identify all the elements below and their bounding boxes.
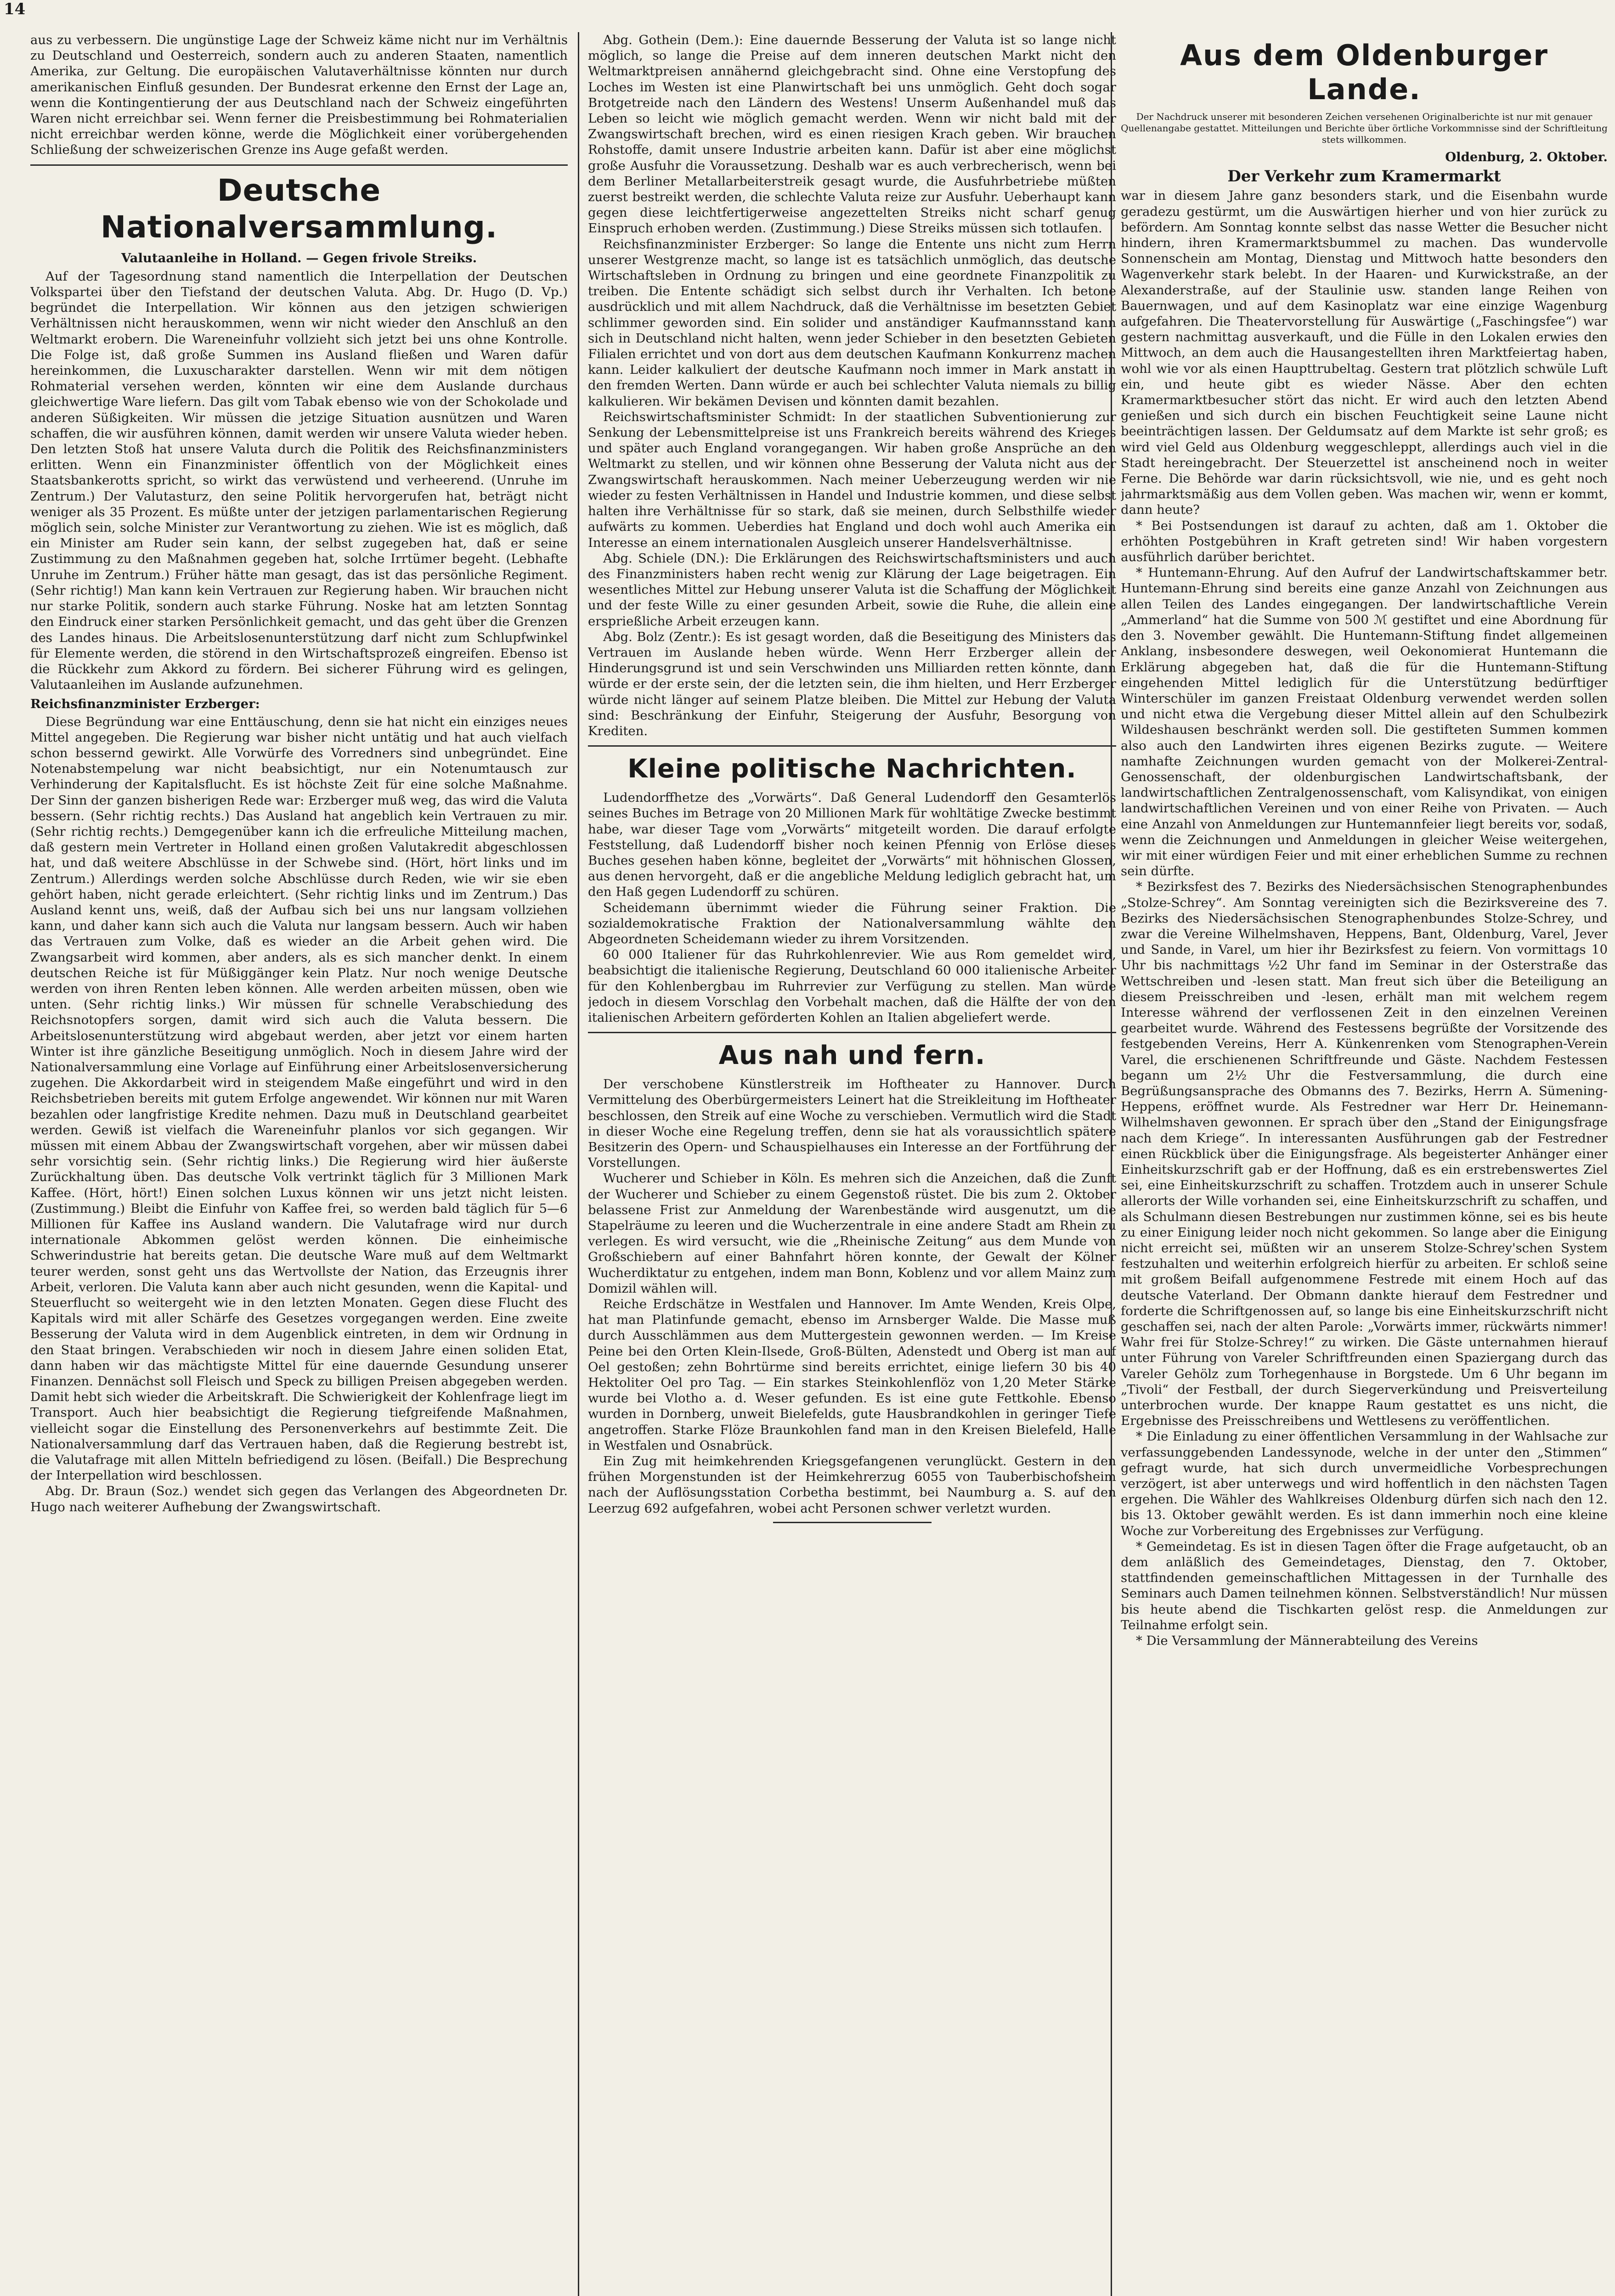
column-3	[1121, 32, 1608, 2296]
col3-paragraph: * Die Einladung zu einer öffentlichen Versammlung in der Wahlsache zur verfassunggebenden Landessynode, welche in der unter den „Stimmen“ gefragt wurde, hat sich durch unvermeidliche Vorbesprechungen verzögert, ist aber unterwegs und wird hoffentlich in den nächsten Tagen ergehen. Die Wähler des Wahlkreises Oldenburg dürfen sich nach den 12. bis 13. Oktober gewählt werden. Es ist dann immerhin noch eine kleine Woche zur Vorbereitung des Ergebnisses zur Verfügung.	[1121, 1429, 1608, 1538]
section-heading-nationalversammlung: Deutsche Nationalversammlung.	[100, 172, 498, 245]
col2-paragraph: Abg. Bolz (Zentr.): Es ist gesagt worden, daß die Beseitigung des Ministers das Vertrauen im Auslande heben würde. Wenn Herr Erzberger allein der Hinderungsgrund ist und sein Verschwinden uns Milliarden retten könnte, dann würde er der erste sein, der die letzten sein, die ihm hielten, und Herr Erzberger würde nicht länger auf seinem Platze bleiben. Die Mittel zur Hebung der Valuta sind: Beschränkung der Einfuhr, Steigerung der Ausfuhr, Besorgung von Krediten.	[588, 629, 1116, 738]
speaker-heading-erzberger: Reichsfinanzminister Erzberger:	[30, 697, 260, 712]
col3-paragraph: * Huntemann-Ehrung. Auf den Aufruf der Landwirtschaftskammer betr. Huntemann-Ehrung sind bereits eine ganze Anzahl von Zeichnungen aus allen Teilen des Landes eingegangen. Der landwirtschaftliche Verein „Ammerland“ hat die Summe von 500 ℳ gestiftet und eine Abordnung für den 3. November gewählt. Die Huntemann-Stiftung findet allgemeinen Anklang, insbesondere deswegen, weil Oekonomierat Huntemann die Erklärung abgegeben hat, daß die für die Huntemann-Stiftung eingehenden Mittel lediglich für die Unterstützung bedürftiger Winterschüler im ganzen Freistaat Oldenburg verwendet werden sollen und nicht etwa die Vergebung dieser Mittel allein auf den Schulbezirk Wildeshausen beschränkt werden soll. Die gestifteten Summen kommen also auch den Landwirten ihres eigenen Bezirks zugute. — Weitere namhafte Zeichnungen wurden gemacht von der Molkerei-Zentral-Genossenschaft, der oldenburgischen Landwirtschaftsbank, der landwirtschaftlichen Zentralgenossenschaft, vom Kalisyndikat, von einigen landwirtschaftlichen Vereinen und von einer Reihe von Privaten. — Auch eine Anzahl von Anmeldungen zur Huntemannfeier liegt bereits vor, sodaß, wenn die Zeichnungen und Anmeldungen in gleicher Weise weitergehen, wir mit einer würdigen Feier und mit einer erheblichen Summe zu rechnen sein dürfte.	[1121, 565, 1608, 879]
col2-paragraph: Abg. Schiele (DN.): Die Erklärungen des Reichswirtschaftsministers und auch des Finanzministers haben recht wenig zur Klärung der Lage beigetragen. Ein wesentliches Mittel zur Hebung unserer Valuta ist die Schaffung der Möglichkeit und der feste Wille zu einer gesunden Arbeit, sowie die Ruhe, die allein eine ersprießliche Arbeit erzeugen kann.	[588, 551, 1116, 629]
col2-news-item: Wucherer und Schieber in Köln. Es mehren sich die Anzeichen, daß die Zunft der Wucherer und Schieber zu einem Gegenstoß rüstet. Die bis zum 2. Oktober belassene Frist zur Anmeldung der Warenbestände wird ausgenutzt, um die Stapelräume zu leeren und die Wucherzentrale in eine andere Stadt am Rhein zu verlegen. Es wird versucht, wie die „Rheinische Zeitung“ aus dem Munde von Großschiebern auf einer Bahnfahrt hören konnte, der Gewalt der Kölner Wucherdiktatur zu entgehen, indem man Bonn, Koblenz und vor allem Mainz zum Domizil wählen will.	[588, 1171, 1116, 1296]
column-2	[588, 32, 1116, 2296]
section-heading-aus-nah-und-fern: Aus nah und fern.	[718, 1041, 986, 1071]
section-subheading: Valutaanleihe in Holland. — Gegen frivole Streiks.	[121, 250, 477, 265]
divider	[588, 1032, 1116, 1033]
col1-paragraph: Abg. Dr. Braun (Soz.) wendet sich gegen das Verlangen des Abgeordneten Dr. Hugo nach weiterer Aufhebung der Zwangswirtschaft.	[30, 1484, 568, 1514]
reprint-note: Der Nachdruck unserer mit besonderen Zeichen versehenen Originalberichte ist nur mit genauer Quellenangabe gestattet. Mitteilungen und Berichte über örtliche Vorkommnisse sind der Schriftleitung stets willkommen.	[1121, 111, 1608, 145]
col2-paragraph: Reichswirtschaftsminister Schmidt: In der staatlichen Subventionierung zur Senkung der Lebensmittelpreise ist uns Frankreich bereits während des Krieges und später auch England vorangegangen. Wir haben große Ansprüche an den Weltmarkt zu stellen, und wir können ohne Besserung der Valuta nicht aus der Zwangswirtschaft herauskommen. Nach meiner Ueberzeugung werden wir nie wieder zu festen Verhältnissen in Handel und Industrie kommen, und diese selbst halten ihre Verhältnisse für so stark, daß sie meinen, durch Selbsthilfe wieder aufwärts zu kommen. Ueberdies hat England und doch wohl auch Amerika ein Interesse an einem internationalen Ausgleich unserer Handelsverhältnisse.	[588, 409, 1116, 550]
col2-news-item: Reiche Erdschätze in Westfalen und Hannover. Im Amte Wenden, Kreis Olpe, hat man Platinfunde gemacht, ebenso im Arnsberger Walde. Die Masse muß durch Ausschlämmen aus dem Muttergestein gewonnen werden. — Im Kreise Peine bei den Orten Klein-Ilsede, Groß-Bülten, Adenstedt und Oberg ist man auf Oel gestoßen; zehn Bohrtürme sind bereits errichtet, einige liefern 30 bis 40 Hektoliter Oel pro Tag. — Ein starkes Steinkohlenflöz von 1,20 Meter Stärke wurde bei Vlotho a. d. Weser gefunden. Es ist eine gute Fettkohle. Ebenso wurden in Dornberg, unweit Bielefelds, gute Hausbrandkohlen in geringer Tiefe angetroffen. Starke Flöze Braunkohlen fand man in den Kreisen Bielefeld, Halle in Westfalen und Osnabrück.	[588, 1297, 1116, 1453]
article-title-kramermarkt: Der Verkehr zum Kramermarkt	[1227, 167, 1501, 186]
col3-paragraph: * Bei Postsendungen ist darauf zu achten, daß am 1. Oktober die erhöhten Postgebühren in Kraft getreten sind! Wir haben vorgestern ausführlich darüber berichtet.	[1121, 518, 1608, 565]
col2-news-item: Ludendorffhetze des „Vorwärts“. Daß General Ludendorff den Gesamterlös seines Buches im Betrage von 20 Millionen Mark für wohltätige Zwecke bestimmt habe, war dieser Tage vom „Vorwärts“ mitgeteilt worden. Die darauf erfolgte Feststellung, daß Ludendorff bisher noch keinen Pfennig von Erlöse dieses Buches gesehen haben könne, begleitet der „Vorwärts“ mit höhnischen Glossen, aus denen hervorgeht, daß er die angebliche Meldung lediglich gebracht hat, um den Haß gegen Ludendorff zu schüren.	[588, 790, 1116, 900]
column-1	[30, 32, 568, 2296]
col2-news-item: 60 000 Italiener für das Ruhrkohlenrevier. Wie aus Rom gemeldet wird, beabsichtigt die italienische Regierung, Deutschland 60 000 italienische Arbeiter für den Kohlenbergbau im Ruhrrevier zur Verfügung zu stellen. Man würde jedoch in diesem Vorschlag den Vorbehalt machen, daß die Hälfte der von den italienischen Arbeitern geförderten Kohlen an Italien abgeliefert werde.	[588, 947, 1116, 1025]
section-heading-oldenburger-lande: Aus dem Oldenburger Lande.	[1180, 39, 1548, 106]
col2-news-item: Scheidemann übernimmt wieder die Führung seiner Fraktion. Die sozialdemokratische Fraktion der Nationalversammlung wählte den Abgeordneten Scheidemann wieder zu ihrem Vorsitzenden.	[588, 900, 1116, 946]
col2-paragraph: Abg. Gothein (Dem.): Eine dauernde Besserung der Valuta ist so lange nicht möglich, so lange die Preise auf dem inneren deutschen Markt nicht den Weltmarktpreisen annähernd gleichgebracht sind. Ohne eine Verstopfung des Loches im Westen ist eine Planwirtschaft bei uns unmöglich. Geht doch sogar Brotgetreide nach den Ländern des Westens! Unserm Außenhandel muß das Leben so leicht wie möglich gemacht werden. Wenn wir nicht bald mit der Zwangswirtschaft brechen, wird es einen riesigen Krach geben. Wir brauchen Rohstoffe, damit unsere Industrie arbeiten kann. Dafür ist aber eine möglichst große Ausfuhr die Voraussetzung. Deshalb war es auch verbrecherisch, wenn bei dem Berliner Metallarbeiterstreik gesagt wurde, die Ausfuhrbetriebe müßten zuerst bestreikt werden, die schlechte Valuta reize zur Ausfuhr. Ueberhaupt kann gegen diese leichtfertigerweise angezettelten Streiks nicht scharf genug Einspruch erhoben werden. (Zustimmung.) Diese Streiks müssen sich totlaufen.	[588, 33, 1116, 236]
col1-paragraph: Auf der Tagesordnung stand namentlich die Interpellation der Deutschen Volkspartei über den Tiefstand der deutschen Valuta. Abg. Dr. Hugo (D. Vp.) begründet die Interpellation. Wir können aus den jetzigen schwierigen Verhältnissen nicht herauskommen, wenn wir nicht wieder den Anschluß an den Weltmarkt erobern. Die Wareneinfuhr vollzieht sich jetzt bei uns ohne Kontrolle. Die Folge ist, daß große Summen ins Ausland fließen und Waren dafür hereinkommen, die Luxuscharakter darstellen. Wenn wir mit dem nötigen Rohmaterial versehen werden, könnten wir eine dem Auslande durchaus gleichwertige Ware liefern. Das gilt vom Tabak ebenso wie von der Schokolade und anderen Süßigkeiten. Wir müssen die jetzige Situation ausnützen und Waren schaffen, die wir ausführen können, damit werden wir unsere Valuta wieder heben. Den letzten Stoß hat unsere Valuta durch die Politik des Reichsfinanzministers erlitten. Wenn ein Finanzminister öffentlich von der Möglichkeit eines Staatsbankerotts spricht, so wirkt das verwüstend und verheerend. (Unruhe im Zentrum.) Der Valutasturz, den seine Politik hervorgerufen hat, beträgt nicht weniger als 35 Prozent. Es müßte unter der jetzigen parlamentarischen Regierung möglich sein, solche Minister zur Verantwortung zu ziehen. Wie ist es möglich, daß ein Minister am Ruder sein kann, der selbst zugegeben hat, daß er seine Zustimmung zu den Maßnahmen gegeben hat, solche Irrtümer begeht. (Lebhafte Unruhe im Zentrum.) Früher hätte man gesagt, das ist das persönliche Regiment. (Sehr richtig!) Man kann kein Vertrauen zur Regierung haben. Wir brauchen nicht nur starke Politik, sondern auch starke Führung. Noske hat am letzten Sonntag den Eindruck einer starken Persönlichkeit gemacht, und das geht über die Grenzen des Landes hinaus. Die Arbeitslosenunterstützung darf nicht zum Schlupfwinkel für Elemente werden, die störend in den Wirtschaftsprozeß eingreifen. Ebenso ist die Rückkehr zum Akkord zu fördern. Bei sicherer Führung wird es gelingen, Valutaanleihen im Auslande aufzunehmen.	[30, 269, 568, 692]
divider	[588, 745, 1116, 747]
page-number: 14	[4, 0, 26, 18]
divider	[30, 164, 568, 166]
col3-paragraph: * Die Versammlung der Männerabteilung des Vereins	[1136, 1633, 1478, 1649]
col3-paragraph: * Gemeindetag. Es ist in diesen Tagen öfter die Frage aufgetaucht, ob an dem anläßlich des Gemeindetages, Dienstag, den 7. Oktober, stattfindenden gemeinschaftlichen Mittagessen in der Turnhalle des Seminars auch Damen teilnehmen können. Selbstverständlich! Nur müssen bis heute abend die Tischkarten gelöst resp. die Anmeldungen zur Teilnahme erfolgt sein.	[1121, 1539, 1608, 1632]
dateline: Oldenburg, 2. Oktober.	[1445, 150, 1608, 164]
col1-top-paragraph: aus zu verbessern. Die ungünstige Lage der Schweiz käme nicht nur im Verhältnis zu Deutschland und Oesterreich, sondern auch zu anderen Staaten, namentlich Amerika, zur Geltung. Die europäischen Valutaverhältnisse könnten nur durch amerikanischen Einfluß gesunden. Der Bundesrat erkenne den Ernst der Lage an, wenn die Kontingentierung der aus Deutschland nach der Schweiz eingeführten Waren nicht erreichbar sei. Wenn ferner die Preisbestimmung bei Rohmaterialien nicht erreichbar werden könne, werde die Möglichkeit einer vorübergehenden Schließung der schweizerischen Grenze ins Auge gefaßt werden.	[30, 33, 568, 158]
column-rule-1	[578, 32, 579, 2296]
col3-paragraph: war in diesem Jahre ganz besonders stark, und die Eisenbahn wurde geradezu gestürmt, um die Auswärtigen hierher und von hier zurück zu befördern. Am Sonntag konnte selbst das nasse Wetter die Besucher nicht hindern, ihren Kramermarktsbummel zu machen. Das wundervolle Sonnenschein am Montag, Dienstag und Mittwoch hatte besonders den Wagenverkehr stark belebt. In der Haaren- und Kurwickstraße, an der Alexanderstraße, auf der Staulinie usw. standen lange Reihen von Bauernwagen, und auf dem Kasinoplatz war eine einzige Wagenburg aufgefahren. Die Theatervorstellung für Auswärtige („Faschingsfee“) war gestern nachmittag ausverkauft, und die Fülle in den Lokalen erwies den Mittwoch, an dem auch die Hausangestellten ihren Marktfeiertag haben, wohl wie vor als einen Haupttrubeltag. Gestern trat plötzlich schwüle Luft ein, und heute gibt es wieder Nässe. Aber den echten Kramermarktbesucher stört das nicht. Er wird auch den letzten Abend genießen und sich durch ein bischen Feuchtigkeit seine Laune nicht beeinträchtigen lassen. Der Geldumsatz auf dem Markte ist sehr groß; es wird viel Geld aus Oldenburg weggeschleppt, allerdings auch viel in die Stadt hereingebracht. Der Steuerzettel ist anscheinend noch in weiter Ferne. Die Behörde war darin rücksichtsvoll, wie nie, und es geht noch jahrmarktsmäßig aus dem Vollen geben. Was machen wir, wenn er kommt, dann heute?	[1121, 188, 1608, 518]
col2-paragraph: Reichsfinanzminister Erzberger: So lange die Entente uns nicht zum Herrn unserer Westgrenze macht, so lange ist es tatsächlich unmöglich, das deutsche Wirtschaftsleben in Ordnung zu bringen und eine geordnete Finanzpolitik zu treiben. Die Entente schädigt sich selbst durch ihr Verhalten. Ich betone ausdrücklich und mit allem Nachdruck, daß die Verhältnisse im besetzten Gebiet schlimmer geworden sind. Ein solider und anständiger Kaufmannsstand kann sich in Deutschland nicht halten, wenn jeder Schieber in den besetzten Gebieten Filialen errichtet und von dort aus dem deutschen Kaufmann Konkurrenz machen kann. Leider kalkuliert der deutsche Kaufmann noch immer in Mark anstatt in den fremden Werten. Dann würde er auch bei schlechter Valuta niemals zu billig kalkulieren. Wir bekämen Devisen und könnten damit bezahlen.	[588, 236, 1116, 409]
section-heading-kleine-nachrichten: Kleine politische Nachrichten.	[627, 754, 1077, 784]
col1-paragraph: Diese Begründung war eine Enttäuschung, denn sie hat nicht ein einziges neues Mittel angegeben. Die Regierung war bisher nicht untätig und hat auch vielfach schon bessernd gewirkt. Alle Vorwürfe des Vorredners sind unbegründet. Eine Notenabstempelung war nicht beabsichtigt, nur ein Notenumtausch zur Verhinderung der Kapitalsflucht. Es ist höchste Zeit für eine solche Maßnahme. Der Sinn der ganzen bisherigen Rede war: Erzberger muß weg, das wird die Valuta bessern. (Sehr richtig rechts.) Das Ausland hat angeblich kein Vertrauen zu mir. (Sehr richtig rechts.) Demgegenüber kann ich die erfreuliche Mitteilung machen, daß gestern mein Vertreter in Holland einen großen Valutakredit abgeschlossen hat, und daß weitere Abschlüsse in der Schwebe sind. (Hört, hört links und im Zentrum.) Allerdings werden solche Abschlüsse durch Reden, wie wir sie eben gehört haben, nicht gerade erleichtert. (Sehr richtig links und im Zentrum.) Das Ausland kennt uns, weiß, daß der Aufbau sich bei uns nur langsam vollziehen kann, und daher kann sich auch die Valuta nur langsam bessern. Auch wir haben das Vertrauen zum Volke, daß es wieder an die Arbeit gehen wird. Die Zwangsarbeit wird kommen, aber anders, als es sich mancher denkt. In einem deutschen Reiche ist für Müßiggänger kein Platz. Nur noch wenige Deutsche werden von ihren Renten leben können. Alle werden arbeiten müssen, oben wie unten. (Sehr richtig links.) Wir müssen für schnelle Verabschiedung des Reichsnotopfers sorgen, damit wird sich auch die Valuta bessern. Die Arbeitslosenunterstützung wird abgebaut werden, aber jetzt vor einem harten Winter ist ihre gänzliche Beseitigung unmöglich. Noch in diesem Jahre wird der Nationalversammlung eine Vorlage auf Einführung einer Arbeitslosenversicherung zugehen. Die Akkordarbeit wird in steigendem Maße eingeführt und wird in den Reichsbetrieben bereits mit gutem Erfolge angewendet. Wir können nur mit Waren bezahlen oder langfristige Kredite nehmen. Dazu muß in Deutschland gearbeitet werden. Gewiß ist vielfach die Wareneinfuhr planlos vor sich gegangen. Wir müssen mit einem Abbau der Zwangswirtschaft vorgehen, aber wir müssen dabei sehr vorsichtig sein. (Sehr richtig links.) Die Regierung wird hier äußerste Zurückhaltung üben. Das deutsche Volk vertrinkt täglich für 3 Millionen Mark Kaffee. (Hört, hört!) Einen solchen Luxus können wir uns jetzt nicht leisten. (Zustimmung.) Bleibt die Einfuhr von Kaffee frei, so werden bald täglich für 5—6 Millionen für Kaffee ins Ausland wandern. Die Valutafrage wird nur durch internationale Abkommen gelöst werden können. Die einheimische Schwerindustrie hat bereits getan. Die deutsche Ware muß auf dem Weltmarkt teurer werden, sonst geht uns das Wertvollste der Nation, das Erzeugnis ihrer Arbeit, verloren. Die Valuta kann aber auch nicht gesunden, wenn die Kapital- und Steuerflucht so weitergeht wie in den letzten Monaten. Gegen diese Flucht des Kapitals wird mit aller Schärfe des Gesetzes vorgegangen werden. Eine zweite Besserung der Valuta wird in dem Augenblick eintreten, in dem wir Ordnung in den Staat bringen. Verabschieden wir noch in diesem Jahre einen soliden Etat, dann haben wir das mächtigste Mittel für eine dauernde Gesundung unserer Finanzen. Dennächst soll Fleisch und Speck zu billigen Preisen abgegeben werden. Damit hebt sich wieder die Arbeitskraft. Die Schwierigkeit der Kohlenfrage liegt im Transport. Auch hier beabsichtigt die Regierung tiefgreifende Maßnahmen, vielleicht sogar die Einstellung des Personenverkehrs auf bestimmte Zeit. Die Nationalversammlung darf das Vertrauen haben, daß die Regierung bestrebt ist, die Valutafrage mit allen Mitteln befriedigend zu lösen. (Beifall.) Die Besprechung der Interpellation wird beschlossen.	[30, 714, 568, 1483]
col3-paragraph: * Bezirksfest des 7. Bezirks des Niedersächsischen Stenographenbundes „Stolze-Schrey“. Am Sonntag vereinigten sich die Bezirksvereine des 7. Bezirks des Niedersächsischen Stenographenbundes Stolze-Schrey, und zwar die Vereine Wilhelmshaven, Heppens, Bant, Oldenburg, Varel, Jever und Sande, in Varel, um hier ihr Bezirksfest zu feiern. Von vormittags 10 Uhr bis nachmittags ½2 Uhr fand im Seminar in der Osterstraße das Wettschreiben und -lesen statt. Man freut sich über die Beteiligung an diesem Preisschreiben und -lesen, erhält man mit welchem regem Interesse während der verflossenen Zeit in den einzelnen Vereinen gearbeitet wurde. Während des Festessens begrüßte der Vorsitzende des festgebenden Vereins, Herr A. Künkenrenken vom Stenographen-Verein Varel, die erschienenen Schriftfreunde und Gäste. Nachdem Festessen begann um 2½ Uhr die Festversammlung, die durch eine Begrüßungsansprache des Obmanns des 7. Bezirks, Herrn A. Sümening-Heppens, eröffnet wurde. Als Festredner war Herr Dr. Heinemann-Wilhelmshaven gewonnen. Er sprach über den „Stand der Einigungsfrage nach dem Kriege“. In interessanten Ausführungen gab der Festredner einen Rückblick über die Einigungsfrage. Als begeisterter Anhänger einer Einheitskurzschrift gab er der Hoffnung, daß es ein erstrebenswertes Ziel sei, eine Einheitskurzschrift zu schaffen. Trotzdem auch in unserer Schule allerorts der Wille vorhanden sei, eine Einheitskurzschrift zu schaffen, und als Schulmann diesen Bestrebungen nur zustimmen könne, sei es bis heute zu einer Einigung leider noch nicht gekommen. So lange aber die Einigung nicht erreicht sei, müßten wir an unserem Stolze-Schrey'schen System festzuhalten und weiterhin erfolgreich hierfür zu arbeiten. Er schloß seine mit großem Beifall aufgenommene Festrede mit einem Hoch auf das deutsche Vaterland. Der Obmann dankte hierauf dem Festredner und forderte die Schriftgenossen auf, so lange bis eine Einheitskurzschrift nicht geschaffen sei, nach der alten Parole: „Vorwärts immer, rückwärts nimmer! Wahr frei für Stolze-Schrey!“ zu wirken. Die Gäste unternahmen hierauf unter Führung von Vareler Schriftfreunden einen Spaziergang durch das Vareler Gehölz zum Torhegenhause in Borgstede. Um 6 Uhr begann im „Tivoli“ der Festball, der durch Siegerverkündung und Preisverteilung unterbrochen wurde. Der knappe Raum gestattet es uns nicht, die Ergebnisse des Preisschreibens und Wettlesens zu veröffentlichen.	[1121, 879, 1608, 1429]
divider	[773, 1522, 932, 1523]
col2-news-item: Ein Zug mit heimkehrenden Kriegsgefangenen verunglückt. Gestern in den frühen Morgenstunden ist der Heimkehrerzug 6055 von Tauberbischofsheim nach der Auflösungsstation Corbetha bestimmt, bei Naumburg a. S. auf den Leerzug 692 aufgefahren, wobei acht Personen schwer verletzt wurden.	[588, 1454, 1116, 1516]
col2-news-item: Der verschobene Künstlerstreik im Hoftheater zu Hannover. Durch Vermittelung des Oberbürgermeisters Leinert hat die Streikleitung im Hoftheater beschlossen, den Streik auf eine Woche zu verschieben. Vermutlich wird die Stadt in dieser Woche eine Regelung treffen, denn sie hat als voraussichtlich spätere Besitzerin des Opern- und Schauspielhauses ein Interesse an der Fortführung der Vorstellungen.	[588, 1077, 1116, 1171]
